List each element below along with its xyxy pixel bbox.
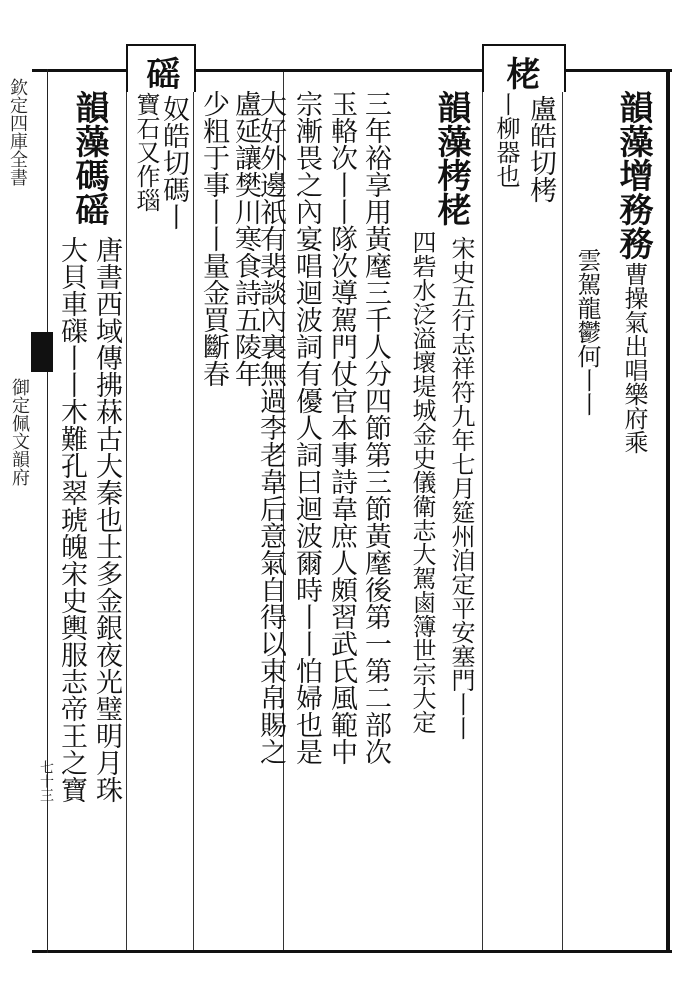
page-number: 七十三 [38,760,54,802]
text-column-15: 唐書西域傳拂菻古大秦也土多金銀夜光璧明月珠 [91,236,122,803]
margin-top-label: 欽定四庫全書 [7,78,28,186]
text-column-14: 寶石又作瑙 [132,92,160,212]
heading-char-1: 磘 [140,56,180,90]
text-column-6: 四砦水泛溢壞堤城金史儀衛志大駕鹵簿世宗大定 [408,230,436,734]
column-rule [482,72,483,950]
text-column-13: 奴皓切碼丨 [158,95,189,230]
frame-bottom-rule [32,950,672,953]
text-column-1: 曹操氣出唱樂府乘 [620,262,648,454]
text-column-12: 少粗于事丨丨量金買斷春 [198,90,229,387]
column-rule [562,72,563,950]
text-column-11: 盧延讓樊川寒食詩五陵年 [230,90,261,387]
text-column-9: 宗漸畏之內宴唱迴波詞有優人詞曰迴波爾時丨丨怕婦也是 [291,90,322,765]
frame-right-rule [666,69,670,953]
entry-heading-3: 韻藻碼磘 [69,90,109,226]
entry-heading-1: 韻藻增務務 [613,90,653,260]
text-column-10: 大好外邊祇有裴談內裏無過李老韋后意氣自得以束帛賜之 [255,90,286,765]
text-column-2: 雲駕龍鬱何丨丨 [573,248,601,416]
text-column-8: 玉輅次丨丨隊次導駕門仗官本事詩韋庶人頗習武氏風範中 [326,90,357,765]
heading-char-2: 栳 [500,56,540,90]
margin-book-title: 御定佩文韻府 [9,378,30,486]
text-column-4: 丨柳器也 [492,92,520,188]
folio-block [31,332,53,372]
column-rule [126,72,127,950]
column-rule [193,72,194,950]
text-column-5: 宋史五行志祥符九年七月筵州洎定平安塞門丨丨 [447,236,475,740]
text-column-16: 大貝車磲丨丨木難孔翠琥魄宋史輿服志帝王之寶 [56,236,87,803]
text-column-7: 三年裕享用黃麾三千人分四節第三節黃麾後第一第二部次 [360,90,391,765]
entry-heading-2: 韻藻栲栳 [431,90,471,226]
text-column-3: 盧皓切栲 [525,95,556,203]
margin-rule [47,69,48,953]
